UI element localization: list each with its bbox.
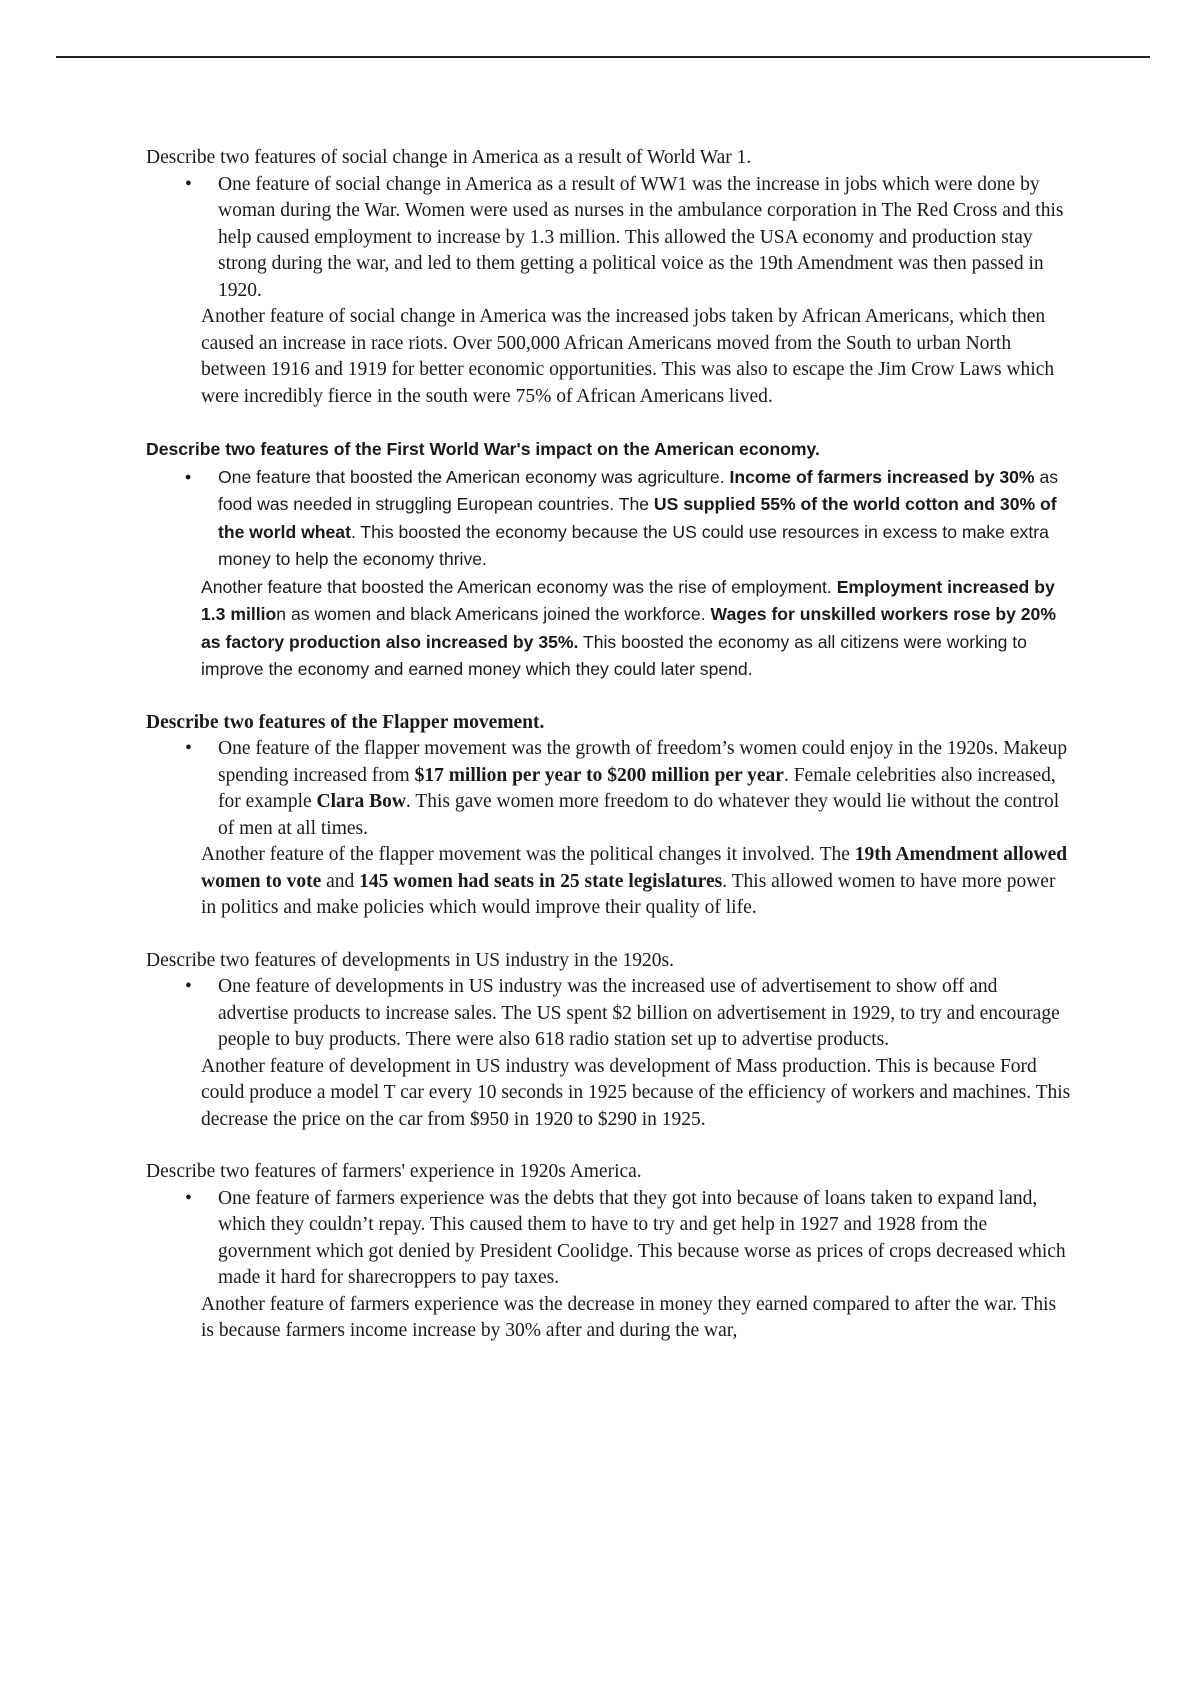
- text-run: One feature of the flapper movement was the growth of freedom’s women could enjoy in the 1920s. Makeup spending increased from: [218, 738, 1068, 786]
- question-heading: Describe two features of developments in US industry in the 1920s.: [146, 949, 675, 971]
- text-run: as food was needed in struggling European countries. The: [218, 466, 1059, 514]
- bullet-dot: •: [185, 466, 192, 487]
- answer-paragraph: [146, 574, 1071, 684]
- text-run-bold: 145 women had seats in 25 state legislatures: [359, 870, 723, 892]
- section-us-industry: [146, 948, 1071, 1134]
- bullet-item: [146, 464, 1071, 574]
- question-heading: Describe two features of social change in America as a result of World War 1.: [146, 147, 752, 168]
- text-run: . This allowed women to have more power in politics and make policies which would improve their quality of life.: [201, 870, 1056, 918]
- text-run-bold: Employment increased by 1.3 millio: [201, 576, 1055, 624]
- document-body: [146, 145, 1071, 1371]
- section-farmers-experience: [146, 1159, 1071, 1345]
- bullet-dot: •: [185, 738, 192, 759]
- text-run: One feature of developments in US industry was the increased use of advertisement to show off and advertise products to increase sales. The US spent $2 billion on advertisement in 1929, to try and encourage people to buy products. There were also 618 radio station set up to advertise products.: [218, 976, 1060, 1050]
- text-run: Another feature of development in US industry was development of Mass production. This is because Ford could produce a model T car every 10 seconds in 1925 because of the efficiency of workers and machines. This decrease the price on the car from $950 in 1920 to $290 in 1925.: [201, 1055, 1071, 1130]
- text-run: and: [321, 870, 360, 892]
- answer-paragraph: [146, 842, 1071, 922]
- text-run: Another feature of social change in America was the increased jobs taken by African Americans, which then caused an increase in race riots. Over 500,000 African Americans moved from the South to urban North between 1916 and 1919 for better economic opportunities. This was also to escape the Jim Crow Laws which were incredibly fierce in the south were 75% of African Americans lived.: [201, 306, 1055, 407]
- bullet-answer-text: [218, 1186, 1071, 1292]
- bullet-dot: •: [185, 1187, 192, 1209]
- bullet-answer-text: [218, 736, 1071, 842]
- bullet-answer-text: [218, 974, 1071, 1054]
- section-war-economy: [146, 436, 1071, 684]
- text-run: . This boosted the economy because the US could use resources in excess to make extra money to help the economy thrive.: [218, 521, 1049, 569]
- text-run: One feature of farmers experience was the debts that they got into because of loans taken to expand land, which they couldn’t repay. This caused them to have to try and get help in 1927 and 1928 from the government which got denied by President Coolidge. This because worse as prices of crops decreased which made it hard for sharecroppers to pay taxes.: [218, 1187, 1066, 1288]
- section-flapper-movement: [146, 710, 1071, 922]
- bullet-answer-text: [218, 172, 1071, 305]
- text-run: . Female celebrities also increased, for example: [218, 764, 1056, 812]
- question-heading: Describe two features of farmers' experience in 1920s America.: [146, 1161, 642, 1182]
- bullet-item: [146, 974, 1071, 1054]
- header-rule: [56, 56, 1150, 58]
- text-run: n as women and black Americans joined the workforce.: [276, 604, 711, 624]
- text-run: One feature of social change in America as a result of WW1 was the increase in jobs which were done by woman during the War. Women were used as nurses in the ambulance corporation in The Red Cross and this help caused employment to increase by 1.3 million. This allowed the USA economy and production stay strong during the war, and led to them getting a political voice as the 19th Amendment was then passed in 1920.: [218, 173, 1064, 301]
- answer-paragraph: [146, 1292, 1071, 1345]
- bullet-item: [146, 172, 1071, 305]
- text-run-bold: Clara Bow: [316, 791, 406, 812]
- text-run-bold: $17 million per year to $200 million per year: [414, 764, 784, 786]
- bullet-dot: •: [185, 173, 192, 195]
- text-run: Another feature of farmers experience was the decrease in money they earned compared to after the war. This is because farmers income increase by 30% after and during the war,: [201, 1293, 1057, 1341]
- text-run: . This gave women more freedom to do whatever they would lie without the control of men at all times.: [218, 791, 1060, 839]
- text-run: One feature that boosted the American economy was agriculture.: [218, 466, 730, 487]
- text-run: This boosted the economy as all citizens were working to improve the economy and earned money which they could later spend.: [201, 631, 1027, 679]
- text-run: Another feature of the flapper movement was the political changes it involved. The: [201, 844, 855, 865]
- bullet-dot: •: [185, 976, 192, 997]
- bullet-answer-text: [218, 464, 1071, 574]
- question-heading: Describe two features of the Flapper movement.: [146, 711, 545, 733]
- text-run-bold: Income of farmers increased by 30%: [729, 466, 1035, 487]
- bullet-item: [146, 736, 1071, 842]
- answer-paragraph: [146, 1054, 1071, 1134]
- answer-paragraph: [146, 304, 1071, 410]
- text-run-bold: 19th Amendment allowed women to vote: [201, 844, 1068, 892]
- text-run: Another feature that boosted the American economy was the rise of employment.: [201, 576, 837, 597]
- bullet-item: [146, 1186, 1071, 1292]
- section-social-change: [146, 145, 1071, 410]
- question-heading: Describe two features of the First World War's impact on the American economy.: [146, 439, 820, 459]
- text-run-bold: US supplied 55% of the world cotton and 30% of the world wheat: [218, 494, 1057, 542]
- text-run-bold: Wages for unskilled workers rose by 20% as factory production also increased by 35%.: [201, 604, 1056, 652]
